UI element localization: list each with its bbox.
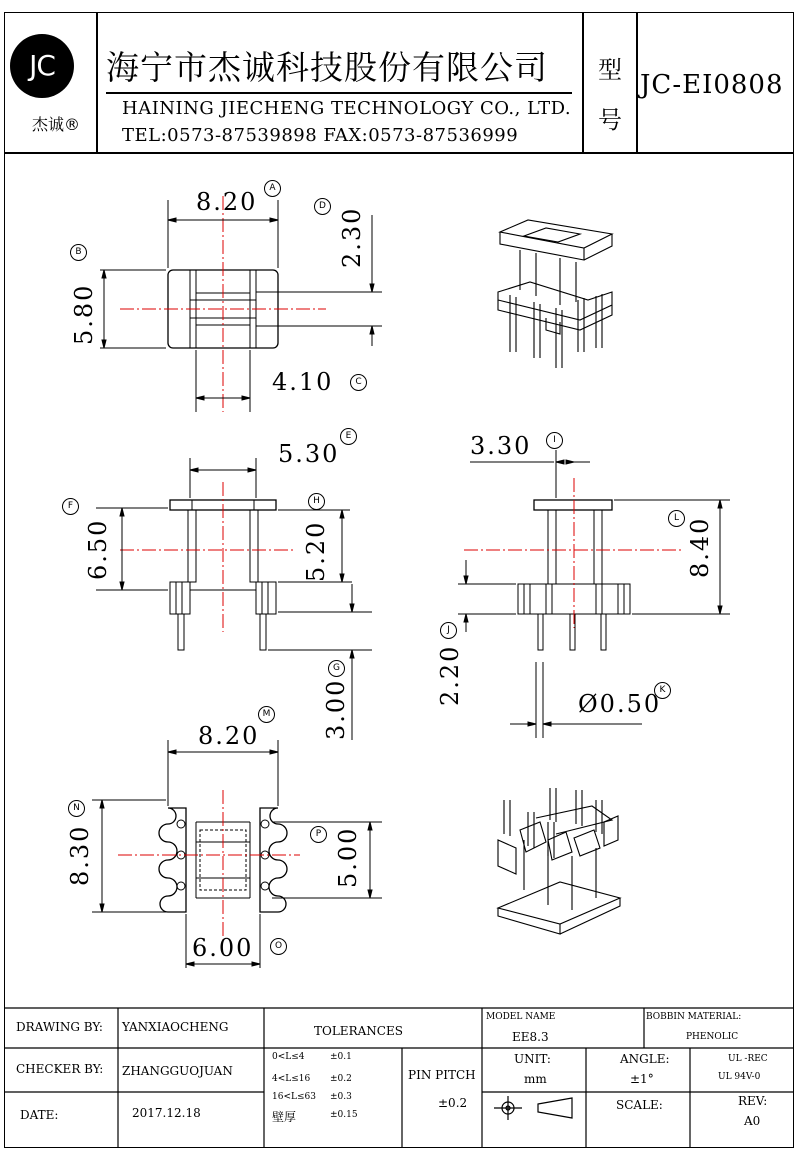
dimension-e-value: 5.30 [278, 440, 340, 468]
ul-rec: UL -REC [728, 1054, 768, 1064]
tolerances-label: TOLERANCES [314, 1024, 403, 1038]
dimension-a-marker: A [264, 180, 281, 197]
rev-label: REV: [738, 1094, 768, 1108]
model-number: JC-EI0808 [640, 70, 784, 100]
dimension-g-value: 3.00 [322, 678, 350, 740]
drawing-by-label: DRAWING BY: [16, 1020, 103, 1034]
logo-subtitle: 杰诚® [32, 115, 81, 134]
dimension-h-value: 5.20 [302, 520, 330, 582]
dimension-c-marker: C [350, 374, 367, 391]
bobbin-material-label: BOBBIN MATERIAL: [646, 1012, 742, 1022]
dimension-i-marker: I [546, 432, 563, 449]
unit-label: UNIT: [514, 1052, 551, 1066]
model-name-label: MODEL NAME [486, 1012, 556, 1022]
dimension-m-value: 8.20 [198, 722, 260, 750]
model-name-value: EE8.3 [512, 1030, 549, 1044]
tolerance-value: ±0.1 [330, 1052, 352, 1062]
scale-label: SCALE: [616, 1098, 663, 1112]
isometric-view-top [498, 220, 612, 368]
dimension-k-marker: K [654, 682, 671, 699]
company-name-en: HAINING JIECHENG TECHNOLOGY CO., LTD. [122, 98, 572, 119]
logo-text: JC [29, 49, 55, 82]
angle-label: ANGLE: [620, 1052, 670, 1066]
dimension-p-value: 5.00 [334, 826, 362, 888]
tolerance-value: ±0.15 [330, 1110, 358, 1120]
pin-pitch-label: PIN PITCH [408, 1068, 476, 1082]
company-contact: TEL:0573-87539898 FAX:0573-87536999 [122, 125, 519, 146]
bobbin-material-value: PHENOLIC [686, 1032, 739, 1042]
dimension-l-value: 8.40 [686, 516, 714, 578]
dimension-c-value: 4.10 [272, 368, 334, 396]
pin-pitch-value: ±0.2 [438, 1096, 468, 1110]
dimension-n-marker: N [68, 800, 85, 817]
dimension-i-value: 3.30 [470, 432, 532, 460]
dimension-p-marker: P [310, 826, 327, 843]
dimension-a-value: 8.20 [196, 188, 258, 216]
ul-rating: UL 94V-0 [718, 1072, 761, 1082]
unit-value: mm [524, 1072, 547, 1086]
tolerance-range: 壁厚 [272, 1110, 297, 1124]
dimension-j-marker: J [440, 622, 457, 639]
tolerance-value: ±0.2 [330, 1074, 352, 1084]
dimension-h-marker: H [308, 493, 325, 510]
dimension-m-marker: M [258, 706, 275, 723]
dimension-b-value: 5.80 [70, 283, 98, 345]
dimension-o-marker: O [270, 938, 287, 955]
checker-by-value: ZHANGGUOJUAN [122, 1064, 233, 1078]
dimension-n-value: 8.30 [66, 824, 94, 886]
dimension-l-marker: L [668, 510, 685, 527]
date-label: DATE: [20, 1108, 59, 1122]
dimension-j-value: 2.20 [436, 644, 464, 706]
tolerance-range: 4<L≤16 [272, 1074, 311, 1084]
tolerance-range: 0<L≤4 [272, 1052, 305, 1062]
dimension-d-marker: D [314, 198, 331, 215]
dimension-b-marker: B [70, 244, 87, 261]
rev-value: A0 [744, 1114, 761, 1128]
checker-by-label: CHECKER BY: [16, 1062, 104, 1076]
date-value: 2017.12.18 [132, 1106, 201, 1120]
dimension-f-marker: F [62, 498, 79, 515]
dimension-d-value: 2.30 [338, 206, 366, 268]
angle-value: ±1° [630, 1072, 654, 1086]
dimension-g-marker: G [328, 660, 345, 677]
drawing-by-value: YANXIAOCHENG [122, 1020, 229, 1034]
dimension-o-value: 6.00 [192, 934, 254, 962]
dimension-e-marker: E [340, 428, 357, 445]
type-label: 号 [598, 106, 622, 134]
dimension-f-value: 6.50 [84, 518, 112, 580]
dimension-k-value: Ø0.50 [578, 690, 662, 718]
tolerance-value: ±0.3 [330, 1092, 352, 1102]
company-name-cn: 海宁市杰诚科技股份有限公司 [106, 48, 548, 87]
isometric-view-bottom [498, 788, 620, 934]
type-label: 型 [598, 56, 622, 84]
tolerance-range: 16<L≤63 [272, 1092, 316, 1102]
